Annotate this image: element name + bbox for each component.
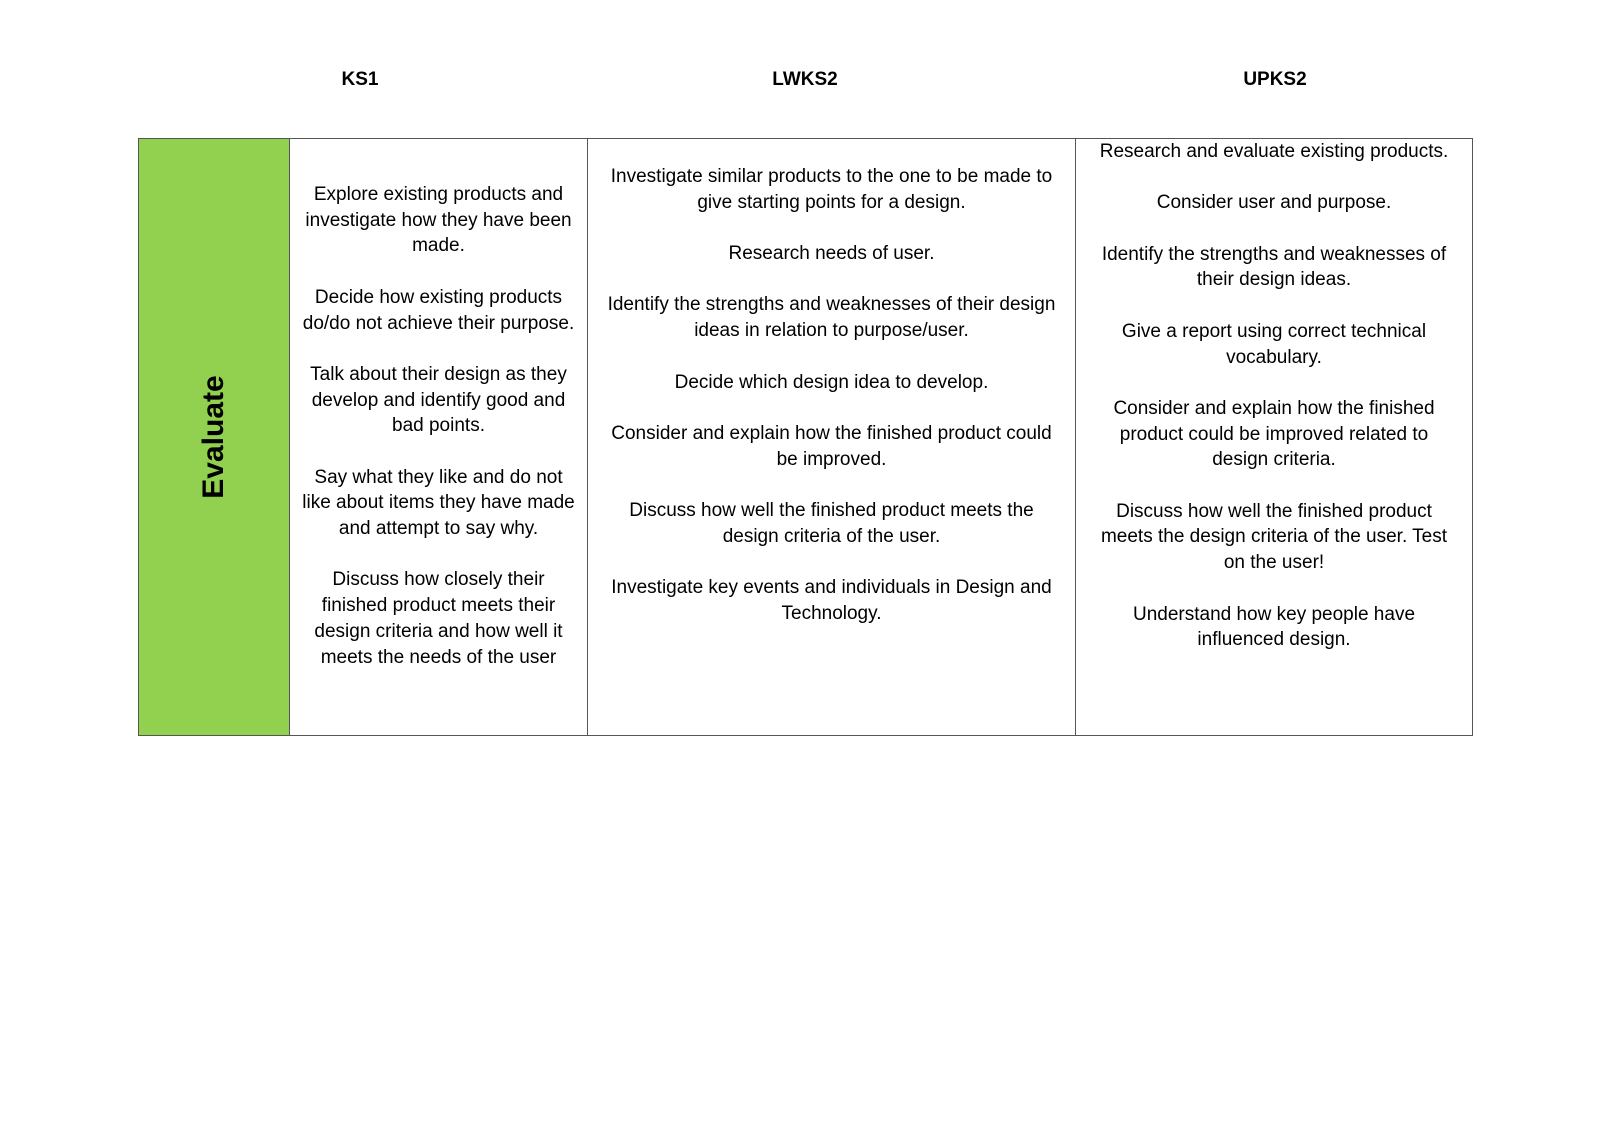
list-item: Explore existing products and investigate how they have been made. (305, 184, 572, 257)
list-item: Identify the strengths and weaknesses of their design ideas in relation to purpose/user. (607, 294, 1056, 342)
list-item: Say what they like and do not like about items they have made and attempt to say why. (302, 466, 575, 540)
list-item: Discuss how well the finished product meets the design criteria of the user. Test on the user! (1100, 500, 1448, 574)
list-item: Consider and explain how the finished product could be improved. (611, 422, 1052, 470)
column-header-upks2: UPKS2 (1243, 69, 1307, 90)
upks2-cell (1076, 139, 1472, 735)
list-item: Discuss how closely their finished product meets their design criteria and how well it meets the needs of the user (314, 569, 563, 668)
list-item: Investigate similar products to the one to be made to give starting points for a design. (610, 166, 1053, 213)
list-item: Consider and explain how the finished product could be improved related to design criteria. (1113, 397, 1435, 471)
column-header-ks1: KS1 (341, 69, 379, 90)
row-label-evaluate: Evaluate (197, 375, 230, 499)
list-item: Research and evaluate existing products. (1099, 141, 1449, 162)
list-item: Talk about their design as they develop and identify good and bad points. (310, 363, 567, 437)
upks2-list (1092, 139, 1456, 653)
list-item: Give a report using correct technical vocabulary. (1121, 320, 1427, 368)
lwks2-cell (588, 139, 1076, 735)
list-item: Research needs of user. (728, 243, 935, 265)
list-item: Investigate key events and individuals in Design and Technology. (611, 577, 1052, 624)
list-item: Identify the strengths and weaknesses of their design ideas. (1101, 243, 1447, 291)
list-item: Decide which design idea to develop. (674, 371, 989, 393)
ks1-list (300, 182, 577, 670)
ks1-cell (290, 139, 588, 735)
list-item: Decide how existing products do/do not achieve their purpose. (302, 286, 575, 334)
evaluate-table (138, 138, 1473, 736)
row-label-cell (139, 139, 290, 735)
column-header-lwks2: LWKS2 (772, 69, 838, 90)
list-item: Understand how key people have influenced design. (1132, 603, 1416, 651)
list-item: Consider user and purpose. (1156, 192, 1392, 214)
lwks2-list (602, 164, 1061, 627)
list-item: Discuss how well the finished product meets the design criteria of the user. (629, 500, 1034, 547)
